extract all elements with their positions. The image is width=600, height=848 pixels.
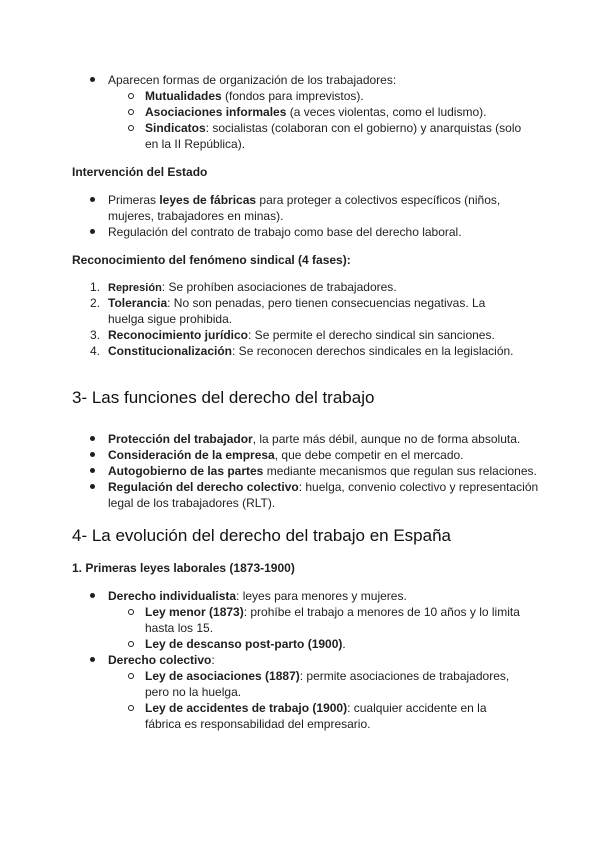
bullet-disc-icon xyxy=(90,229,95,234)
list-item: Reconocimiento jurídico: Se permite el derecho sindical sin sanciones. xyxy=(108,328,495,342)
bullet-disc-icon xyxy=(90,77,95,82)
bullet-disc-icon xyxy=(90,593,95,598)
list-number: 3. xyxy=(89,328,100,342)
bullet-circle-icon xyxy=(128,673,134,679)
list-item-continuation: huelga sigue prohibida. xyxy=(108,312,233,326)
list-item: Regulación del derecho colectivo: huelga, convenio colectivo y representación xyxy=(108,480,539,494)
list-item: Ley de accidentes de trabajo (1900): cualquier accidente en la xyxy=(145,701,487,715)
list-item: Protección del trabajador, la parte más débil, aunque no de forma absoluta. xyxy=(108,432,521,446)
bullet-disc-icon xyxy=(90,468,95,473)
bullet-disc-icon xyxy=(90,452,95,457)
section-heading: Reconocimiento del fenómeno sindical (4 fases): xyxy=(72,253,351,267)
list-item: Mutualidades (fondos para imprevistos). xyxy=(145,89,364,103)
list-item: Derecho individualista: leyes para menores y mujeres. xyxy=(108,589,407,603)
bullet-disc-icon xyxy=(90,484,95,489)
list-item-continuation: pero no la huelga. xyxy=(145,685,242,699)
list-number: 1. xyxy=(89,280,100,294)
list-item: Consideración de la empresa, que debe competir en el mercado. xyxy=(108,448,464,462)
bullet-disc-icon xyxy=(90,197,95,202)
list-item-continuation: fábrica es responsabilidad del empresario. xyxy=(145,717,371,731)
list-item-continuation: en la II República). xyxy=(145,137,246,151)
list-item: Ley de descanso post-parto (1900). xyxy=(145,637,346,651)
list-item: Represión: Se prohíben asociaciones de trabajadores. xyxy=(108,280,397,294)
list-item: Primeras leyes de fábricas para proteger a colectivos específicos (niños, xyxy=(108,193,501,207)
list-item: Ley de asociaciones (1887): permite asociaciones de trabajadores, xyxy=(145,669,510,683)
list-number: 2. xyxy=(89,296,100,310)
list-item: Regulación del contrato de trabajo como base del derecho laboral. xyxy=(108,225,462,239)
list-item: Derecho colectivo: xyxy=(108,653,215,667)
bullet-circle-icon xyxy=(128,705,134,711)
bullet-circle-icon xyxy=(128,125,134,131)
list-item: Sindicatos: socialistas (colaboran con el gobierno) y anarquistas (solo xyxy=(145,121,522,135)
bullet-circle-icon xyxy=(128,609,134,615)
list-item: Ley menor (1873): prohíbe el trabajo a menores de 10 años y lo limita xyxy=(145,605,520,619)
bullet-disc-icon xyxy=(90,657,95,662)
bullet-disc-icon xyxy=(90,436,95,441)
bullet-circle-icon xyxy=(128,641,134,647)
section-heading: Intervención del Estado xyxy=(72,165,208,179)
list-item: Aparecen formas de organización de los trabajadores: xyxy=(108,73,397,87)
section-title: 4- La evolución del derecho del trabajo en España xyxy=(72,526,451,545)
list-item-continuation: hasta los 15. xyxy=(145,621,214,635)
list-item: Tolerancia: No son penadas, pero tienen consecuencias negativas. La xyxy=(108,296,486,310)
section-title: 3- Las funciones del derecho del trabajo xyxy=(72,388,375,407)
bullet-circle-icon xyxy=(128,109,134,115)
sub-heading: 1. Primeras leyes laborales (1873-1900) xyxy=(72,561,295,575)
list-item: Asociaciones informales (a veces violentas, como el ludismo). xyxy=(145,105,487,119)
list-number: 4. xyxy=(89,344,100,358)
list-item: Constitucionalización: Se reconocen derechos sindicales en la legislación. xyxy=(108,344,514,358)
list-item: Autogobierno de las partes mediante mecanismos que regulan sus relaciones. xyxy=(108,464,537,478)
list-item-continuation: mujeres, trabajadores en minas). xyxy=(108,209,284,223)
bullet-circle-icon xyxy=(128,93,134,99)
list-item-continuation: legal de los trabajadores (RLT). xyxy=(108,496,276,510)
